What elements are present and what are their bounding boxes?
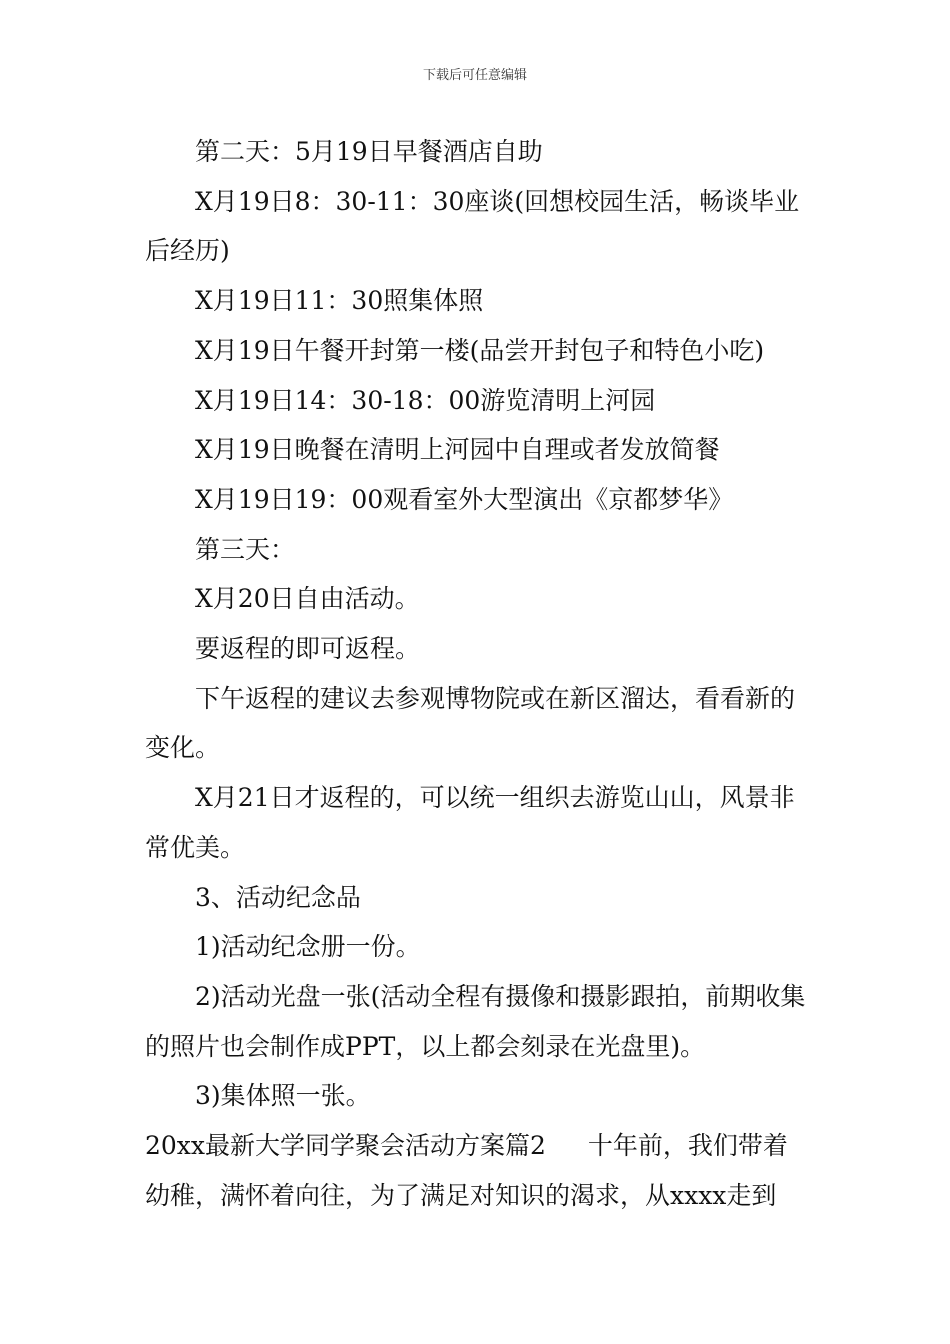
paragraph: 2)活动光盘一张(活动全程有摄像和摄影跟拍，前期收集的照片也会制作成PPT，以上都会刻录在光盘里)。 bbox=[145, 981, 806, 1061]
paragraph: X月19日19：00观看室外大型演出《京都梦华》 bbox=[195, 484, 734, 514]
paragraph: 第三天： bbox=[195, 534, 296, 564]
paragraph: X月19日14：30-18：00游览清明上河园 bbox=[195, 385, 656, 415]
paragraph: X月19日11：30照集体照 bbox=[195, 286, 484, 316]
paragraph: 3)集体照一张。 bbox=[195, 1081, 371, 1111]
paragraph: X月19日8：30-11：30座谈(回想校园生活，畅谈毕业后经历) bbox=[145, 186, 800, 266]
paragraph: 1)活动纪念册一份。 bbox=[195, 932, 421, 962]
paragraph: X月21日才返程的，可以统一组织去游览山山，风景非常优美。 bbox=[145, 783, 795, 862]
paragraph: X月19日午餐开封第一楼(品尝开封包子和特色小吃) bbox=[195, 335, 765, 365]
page-header-note: 下载后可任意编辑 bbox=[422, 68, 527, 83]
article-title: 20xx最新大学同学聚会活动方案篇2 bbox=[145, 1131, 546, 1161]
paragraph: 要返程的即可返程。 bbox=[195, 634, 421, 664]
paragraph: X月19日晚餐在清明上河园中自理或者发放简餐 bbox=[195, 435, 720, 465]
paragraph: 下午返程的建议去参观博物院或在新区溜达，看看新的变化。 bbox=[145, 683, 796, 763]
document-body bbox=[145, 127, 809, 1220]
final-paragraph bbox=[145, 1121, 809, 1220]
paragraph: 第二天：5月19日早餐酒店自助 bbox=[195, 137, 543, 166]
section-heading: 3、活动纪念品 bbox=[195, 882, 361, 912]
article-body: 十年前，我们带着幼稚，满怀着向往，为了满足对知识的渴求，从xxxx走到 bbox=[145, 1131, 788, 1210]
paragraph: X月20日自由活动。 bbox=[195, 584, 420, 614]
